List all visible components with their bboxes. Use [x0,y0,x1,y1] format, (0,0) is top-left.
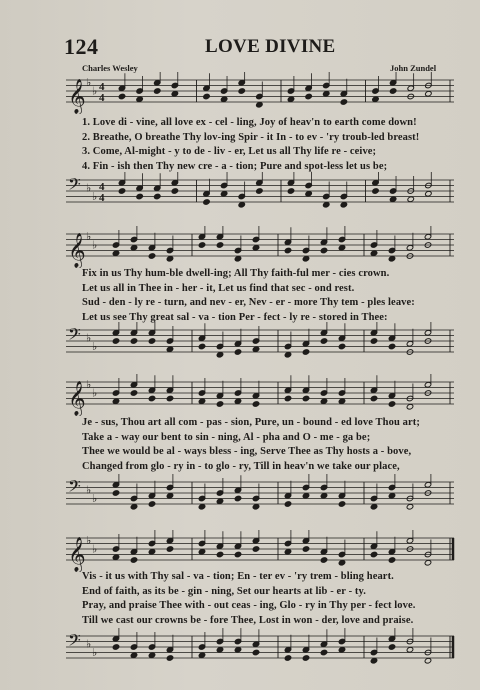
treble-clef-icon: 𝄞 [68,79,86,114]
notehead [148,338,155,344]
notehead [287,188,294,194]
notehead [302,256,309,262]
hymn-number: 124 [64,34,99,59]
notehead [305,93,312,99]
notehead [389,196,396,202]
lyric-line: Let us all in Thee in - her - it, Let us find that sec - ond rest. [82,282,355,294]
notehead [388,401,395,407]
notehead [284,352,291,358]
notehead [234,495,241,501]
bass-staff-2 [60,322,460,366]
notehead [198,504,205,510]
lyric-line: Vis - it us with Thy sal - va - tion; En - ter ev - 'ry trem - bling heart. [82,571,394,582]
lyric-line: Let us see Thy great sal - va - tion Per - fect - ly re - stored in Thee: [82,311,388,323]
treble-clef-icon: 𝄞 [68,537,86,572]
flat-icon: ♭ [92,84,98,98]
lyric-line: 3. Come, Al-might - y to de - liv - er, Let us all Thy life re - ceive; [82,146,377,157]
notehead [148,652,155,658]
notehead [203,93,210,99]
lyric-line: End of faith, as its be - gin - ning, Set our hearts at lib - er - ty. [82,585,366,597]
flat-icon: ♭ [86,637,92,651]
notehead [340,202,347,208]
notehead [372,96,379,102]
time-signature-digit: 4 [99,92,105,104]
notehead [305,191,312,197]
notehead [112,250,119,256]
flat-icon: ♭ [86,534,92,547]
notehead [252,546,259,552]
flat-icon: ♭ [86,181,92,195]
notehead [130,652,137,658]
lyric-line: Fix in us Thy hum-ble dwell-ing; All Thy faith-ful mer - cies crown. [82,268,390,279]
lyrics-system-1 [82,116,454,174]
notehead [220,191,227,197]
notehead [320,557,327,563]
notehead [252,346,259,352]
notehead [370,338,377,344]
notehead [424,560,431,566]
flat-icon: ♭ [86,76,92,89]
notehead [338,560,345,566]
notehead [370,250,377,256]
notehead [370,551,377,557]
notehead [252,649,259,655]
bass-clef-icon: 𝄢 [68,630,81,654]
notehead [112,490,119,496]
notehead [118,188,125,194]
notehead [406,404,413,410]
notehead [389,88,396,94]
notehead [323,91,330,97]
bass-staff-3 [60,474,460,518]
notehead [216,352,223,358]
notehead [216,242,223,248]
notehead [234,398,241,404]
notehead [198,343,205,349]
notehead [166,655,173,661]
notehead [338,501,345,507]
notehead [234,256,241,262]
flat-icon: ♭ [86,378,92,391]
notehead [256,188,263,194]
bass-clef-icon: 𝄢 [68,476,81,500]
treble-staff-1 [60,72,460,114]
notehead [166,256,173,262]
lyric-line: 1. Love di - vine, all love ex - cel - ling, Joy of heav'n to earth come down! [82,117,417,128]
flat-icon: ♭ [92,542,98,556]
lyric-line: Thee we would be al - ways bless - ing, Serve Thee as Thy hosts a - bove, [82,446,412,457]
flat-icon: ♭ [92,491,98,505]
notehead [302,493,309,499]
notehead [370,504,377,510]
flat-icon: ♭ [86,483,92,497]
notehead [372,188,379,194]
notehead [406,647,413,653]
lyric-line: Je - sus, Thou art all com - pas - sion, Pure, un - bound - ed love Thou art; [82,417,420,428]
notehead [388,493,395,499]
notehead [130,557,137,563]
lyric-line: Changed from glo - ry in - to glo - ry, Till in heav'n we take our place, [82,460,400,472]
flat-icon: ♭ [92,189,98,203]
notehead [340,99,347,105]
notehead [338,343,345,349]
notehead [406,504,413,510]
notehead [407,196,414,202]
notehead [252,401,259,407]
bass-clef-icon: 𝄢 [68,324,81,348]
notehead [284,655,291,661]
flat-icon: ♭ [92,386,98,400]
time-signature-digit: 4 [99,181,105,193]
lyrics-system-4 [82,570,454,628]
notehead [234,349,241,355]
notehead [338,647,345,653]
notehead [388,343,395,349]
bass-staff-4 [60,628,460,672]
notehead [220,96,227,102]
time-signature-digit: 4 [99,192,105,204]
notehead [320,649,327,655]
notehead [130,390,137,396]
notehead [284,395,291,401]
treble-staff-4 [60,530,460,572]
treble-staff-3 [60,374,460,416]
notehead [284,549,291,555]
notehead [302,546,309,552]
lyrics-system-3 [82,416,454,474]
notehead [388,256,395,262]
lyric-line: 4. Fin - ish then Thy new cre - a - tion; Pure and spot-less let us be; [82,160,388,172]
notehead [338,245,345,251]
notehead [130,245,137,251]
notehead [171,91,178,97]
notehead [238,202,245,208]
notehead [252,245,259,251]
notehead [112,398,119,404]
notehead [148,253,155,259]
notehead [234,647,241,653]
notehead [148,549,155,555]
notehead [284,501,291,507]
bass-clef-icon: 𝄢 [68,174,81,198]
notehead [302,655,309,661]
notehead [148,395,155,401]
notehead [238,88,245,94]
notehead [424,658,431,664]
notehead [148,501,155,507]
flat-icon: ♭ [86,331,92,345]
lyric-line: Till we cast our crowns be - fore Thee, Lost in won - der, love and praise. [82,614,414,626]
time-signature-digit: 4 [99,81,105,93]
notehead [216,551,223,557]
flat-icon: ♭ [92,339,98,353]
notehead [216,401,223,407]
notehead [136,193,143,199]
notehead [323,202,330,208]
notehead [166,493,173,499]
notehead [112,338,119,344]
notehead [302,395,309,401]
notehead [166,395,173,401]
notehead [370,658,377,664]
notehead [130,504,137,510]
notehead [112,554,119,560]
hymn-author: Charles Wesley [82,63,138,73]
notehead [388,644,395,650]
hymn-title: LOVE DIVINE [205,36,336,57]
lyric-line: Sud - den - ly re - turn, and nev - er, Nev - er - more Thy tem - ples leave: [82,297,415,308]
notehead [388,557,395,563]
notehead [198,652,205,658]
notehead [370,395,377,401]
notehead [154,88,161,94]
notehead [112,644,119,650]
bass-staff-1 [60,172,460,216]
notehead [198,398,205,404]
flat-icon: ♭ [92,645,98,659]
notehead [154,193,161,199]
notehead [302,349,309,355]
notehead [284,247,291,253]
notehead [425,191,432,197]
notehead [252,504,259,510]
lyrics-system-2 [82,267,454,325]
notehead [166,546,173,552]
lyric-line: 2. Breathe, O breathe Thy lov-ing Spir - it In - to ev - 'ry troub-led breast! [82,131,420,143]
flat-icon: ♭ [92,238,98,252]
lyric-line: Pray, and praise Thee with - out ceas - ing, Glo - ry in Thy per - fect love. [82,600,416,611]
notehead [216,647,223,653]
notehead [320,493,327,499]
lyric-line: Take a - way our bent to sin - ning, Al - pha and O - me - ga be; [82,431,371,443]
flat-icon: ♭ [86,230,92,243]
notehead [256,102,263,108]
treble-clef-icon: 𝄞 [68,233,86,268]
notehead [320,398,327,404]
notehead [171,188,178,194]
hymn-composer: John Zundel [390,63,437,73]
notehead [234,551,241,557]
notehead [130,338,137,344]
notehead [198,549,205,555]
notehead [287,96,294,102]
treble-staff-2 [60,226,460,268]
notehead [136,96,143,102]
notehead [203,199,210,205]
notehead [338,398,345,404]
notehead [216,498,223,504]
notehead [425,91,432,97]
treble-clef-icon: 𝄞 [68,381,86,416]
notehead [198,242,205,248]
notehead [320,247,327,253]
notehead [166,346,173,352]
notehead [320,338,327,344]
notehead [118,93,125,99]
